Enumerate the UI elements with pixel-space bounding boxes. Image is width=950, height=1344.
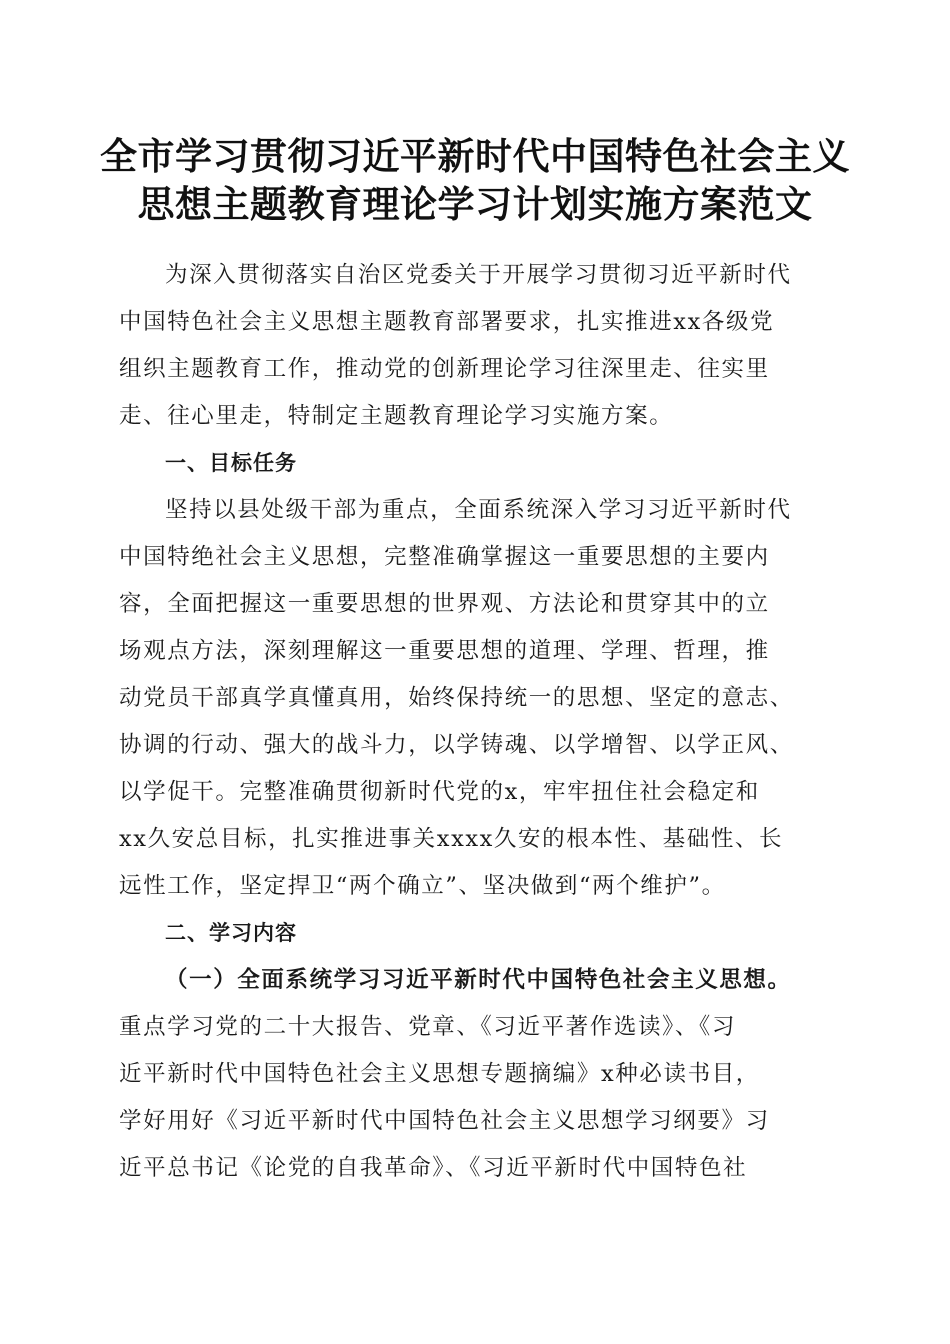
title-line-2: 思想主题教育理论学习计划实施方案范文 xyxy=(137,182,813,226)
title-line-1: 全市学习贯彻习近平新时代中国特色社会主义 xyxy=(100,134,850,178)
section2-line: 近平新时代中国特色社会主义思想专题摘编》x种必读书目， xyxy=(119,1061,760,1087)
section1-line: 协调的行动、强大的战斗力，以学铸魂、以学增智、以学正风、 xyxy=(119,732,794,758)
section1-line: 坚持以县处级干部为重点，全面系统深入学习习近平新时代 xyxy=(165,497,792,523)
section2-line: 重点学习党的二十大报告、党章、《习近平著作选读》、《习 xyxy=(119,1014,736,1040)
section-heading-goals: 一、目标任务 xyxy=(165,451,297,475)
section1-line: 以学促干。完整准确贯彻新时代党的x，牢牢扭住社会稳定和 xyxy=(119,779,760,805)
section2-line: 近平总书记《论党的自我革命》、《习近平新时代中国特色社 xyxy=(119,1155,748,1181)
section1-line: xx久安总目标，扎实推进事关xxxx久安的根本性、基础性、长 xyxy=(119,826,784,852)
intro-line: 组织主题教育工作，推动党的创新理论学习往深里走、往实里 xyxy=(119,356,770,382)
section1-line: 中国特绝社会主义思想，完整准确掌握这一重要思想的主要内 xyxy=(119,544,770,570)
section-heading-content: 二、学习内容 xyxy=(165,921,297,945)
document-title xyxy=(0,132,950,228)
intro-line: 为深入贯彻落实自治区党委关于开展学习贯彻习近平新时代 xyxy=(165,262,792,288)
intro-line: 中国特色社会主义思想主题教育部署要求，扎实推进xx各级党 xyxy=(119,309,775,335)
section1-line: 动党员干部真学真懂真用，始终保持统一的思想、坚定的意志、 xyxy=(119,685,794,711)
section1-line: 容，全面把握这一重要思想的世界观、方法论和贯穿其中的立 xyxy=(119,591,770,617)
section1-line: 场观点方法，深刻理解这一重要思想的道理、学理、哲理，推 xyxy=(119,638,770,664)
section2-line: 学好用好《习近平新时代中国特色社会主义思想学习纲要》习 xyxy=(119,1108,770,1134)
section2-subheading: （一）全面系统学习习近平新时代中国特色社会主义思想。 xyxy=(165,967,792,993)
section1-line: 远性工作，坚定捍卫“两个确立”、坚决做到“两个维护”。 xyxy=(119,873,726,899)
intro-line: 走、往心里走，特制定主题教育理论学习实施方案。 xyxy=(119,403,674,429)
document-body xyxy=(119,252,831,1192)
